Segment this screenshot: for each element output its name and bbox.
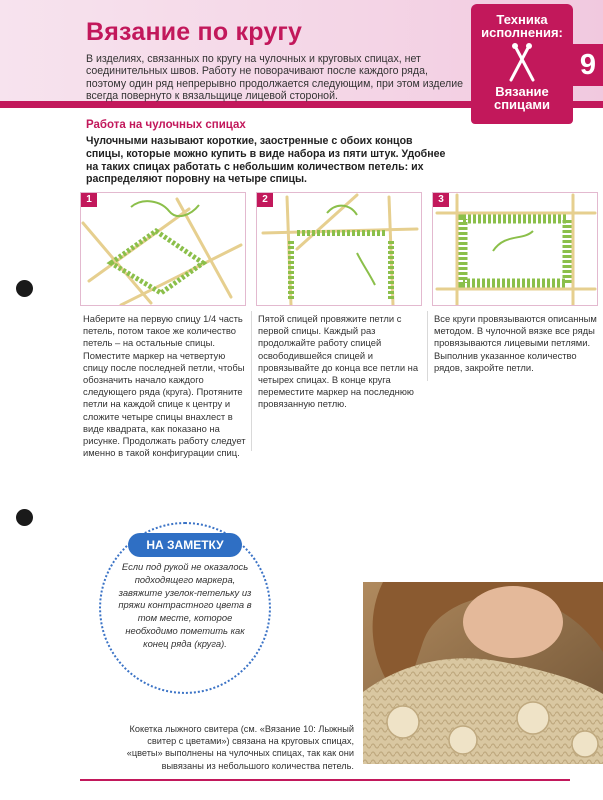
photo-caption: Кокетка лыжного свитера (см. «Вязание 10: Лыжный свитер с цветами») связана на круговых спицах, «цветы» выполнены на чулочных спицах, так как они вывязаны из небольшого количества петель. (126, 724, 354, 771)
sweater-photo-illustration (363, 582, 603, 764)
technique-name: Вязание спицами (493, 84, 551, 112)
technique-label: Техника исполнения: (481, 12, 563, 40)
step-3-figure (432, 192, 598, 306)
binder-hole (16, 509, 33, 526)
step-1-number: 1 (81, 193, 97, 207)
technique-badge (471, 4, 573, 124)
section-title: Работа на чулочных спицах (86, 119, 246, 131)
intro-text: В изделиях, связанных по кругу на чулочных и круговых спицах, нет соединительных швов. Работу не поворачивают после каждого ряда, поэтому один ряд непрерывно продолжается следующим, при этом изделие всегда повернуто к вязальщице лицевой стороной. (86, 53, 464, 103)
footer-divider (80, 779, 570, 781)
step-2-figure (256, 192, 422, 306)
note-title: НА ЗАМЕТКУ (128, 533, 242, 557)
page-number: 9 (573, 44, 603, 86)
knitted-square-illustration (433, 193, 598, 306)
step-3-caption: Все круги провязываются описанным методом. В чулочной вязке все ряды провязываются лицевыми петлями. Выполнив указанное количество рядов, закройте петли. (434, 313, 597, 373)
caption-divider (427, 311, 428, 381)
section-lead: Чулочными называют короткие, заостренные с обоих концов спицы, которые можно купить в виде набора из пяти штук. Удобнее на таких спицах работать с небольшим количеством петель: их распределяют поровну на четыре спицы. (86, 135, 446, 186)
note-text: Если под рукой не оказалось подходящего маркера, завяжите узелок-петельку из пряжи контрастного цвета в том месте, которое необходимо пометить как конец ряда (круга). (118, 561, 252, 649)
caption-divider (251, 311, 252, 451)
knitting-needles-icon (507, 42, 537, 82)
binder-hole (16, 280, 33, 297)
step-1-caption: Наберите на первую спицу 1/4 часть петель, потом такое же количество петель – на остальные спицы. Поместите маркер на четвертую спицу после последней петли, чтобы обозначить начало каждого следующего ряда (круга). Протяните петли на каждой спице к центру и сложите четыре спицы внахлест в виде квадрата, как показано на рисунке. Продолжать работу следует именно в такой конфигурации спиц. (83, 313, 246, 459)
step-2-caption: Пятой спицей провяжите петли с первой спицы. Каждый раз продолжайте работу спицей освободившейся спицей и провязывайте до конца все петли на четырех спицах. В конце круга переместите маркер на последнюю провязанную петлю. (258, 313, 419, 410)
step-3-number: 3 (433, 193, 449, 207)
page-title: Вязание по кругу (86, 18, 303, 46)
step-2-number: 2 (257, 193, 273, 207)
step-1-figure (80, 192, 246, 306)
fifth-needle-illustration (257, 193, 422, 306)
sweater-photo (363, 582, 603, 764)
needles-square-illustration (81, 193, 246, 306)
